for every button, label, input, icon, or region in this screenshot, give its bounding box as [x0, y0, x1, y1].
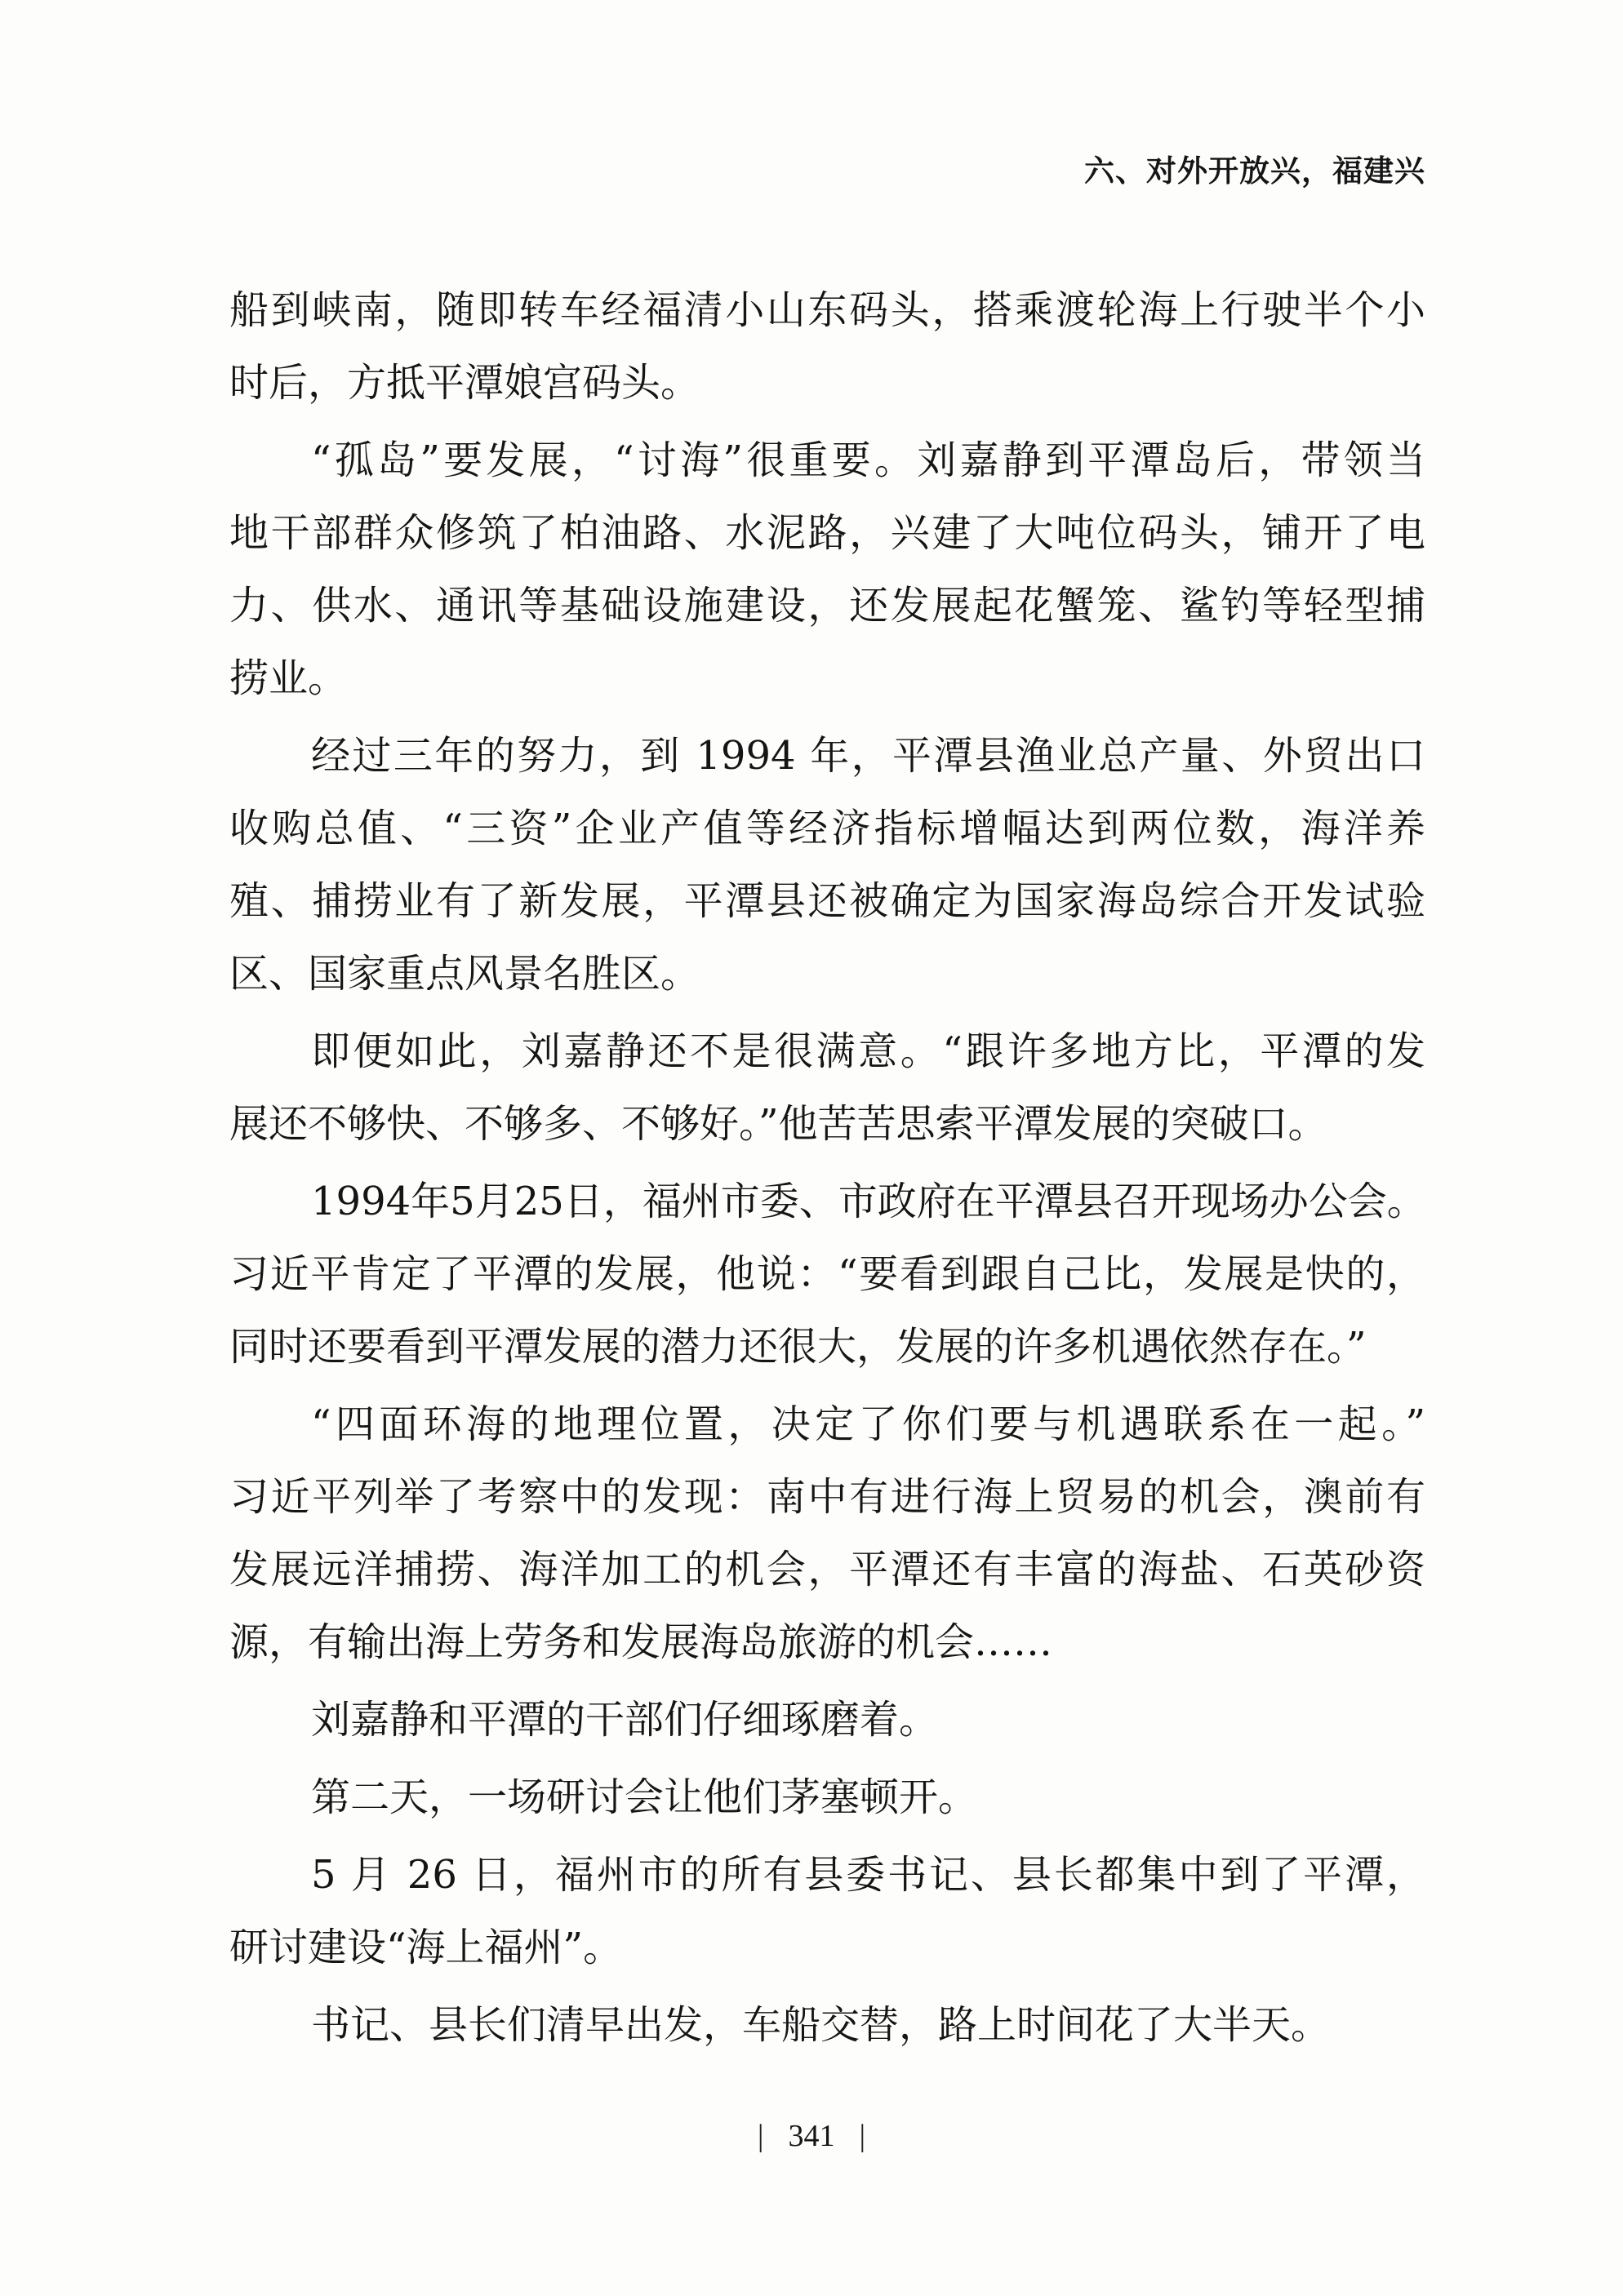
- page-number: 341: [788, 2119, 835, 2153]
- paragraph-9: [229, 1839, 1425, 1984]
- paragraph-1: [229, 274, 1425, 420]
- text-line: 习近平列举了考察中的发现：南中有进行海上贸易的机会，澳前有: [229, 1474, 1425, 1520]
- text-line: 收购总值、“三资”企业产值等经济指标增幅达到两位数，海洋养: [229, 806, 1425, 851]
- page-footer: [0, 2116, 1623, 2156]
- text-line: 研讨建设“海上福州”。: [229, 1925, 623, 1970]
- text-line: 展还不够快、不够多、不够好。”他苦苦思索平潭发展的突破口。: [229, 1101, 1327, 1147]
- paragraph-6: [229, 1388, 1425, 1679]
- paragraph-10: [229, 1989, 1425, 2062]
- text-line: 1994年5月25日，福州市委、市政府在平潭县召开现场办公会。: [311, 1179, 1426, 1224]
- text-line: “孤岛”要发展，“讨海”很重要。刘嘉静到平潭岛后，带领当: [311, 437, 1425, 483]
- text-line: 刘嘉静和平潭的干部们仔细琢磨着。: [311, 1697, 939, 1743]
- text-line: 捞业。: [229, 655, 348, 701]
- paragraph-3: [229, 720, 1425, 1010]
- text-line: 经过三年的努力，到 1994 年，平潭县渔业总产量、外贸出口: [311, 733, 1425, 779]
- text-line: “四面环海的地理位置，决定了你们要与机遇联系在一起。”: [311, 1401, 1425, 1447]
- running-header: 六、对外开放兴，福建兴: [1084, 153, 1425, 189]
- text-line: 时后，方抵平潭娘宫码头。: [229, 360, 700, 406]
- paragraph-4: [229, 1015, 1425, 1161]
- text-line: 区、国家重点风景名胜区。: [229, 951, 700, 997]
- text-line: 地干部群众修筑了柏油路、水泥路，兴建了大吨位码头，铺开了电: [229, 510, 1425, 556]
- body-text: [229, 274, 1425, 2062]
- text-line: 发展远洋捕捞、海洋加工的机会，平潭还有丰富的海盐、石英砂资: [229, 1547, 1425, 1592]
- text-line: 力、供水、通讯等基础设施建设，还发展起花蟹笼、鲨钓等轻型捕: [229, 583, 1425, 628]
- paragraph-7: [229, 1684, 1425, 1756]
- text-line: 习近平肯定了平潭的发展，他说：“要看到跟自己比，发展是快的，: [229, 1251, 1425, 1297]
- text-line: 第二天，一场研讨会让他们茅塞顿开。: [311, 1774, 978, 1820]
- text-line: 书记、县长们清早出发，车船交替，路上时间花了大半天。: [311, 2002, 1331, 2048]
- paragraph-8: [229, 1761, 1425, 1834]
- text-line: 同时还要看到平潭发展的潜力还很大，发展的许多机遇依然存在。”: [229, 1324, 1367, 1370]
- text-line: 船到峡南，随即转车经福清小山东码头，搭乘渡轮海上行驶半个小: [229, 287, 1425, 333]
- paragraph-5: [229, 1166, 1425, 1383]
- text-line: 殖、捕捞业有了新发展，平潭县还被确定为国家海岛综合开发试验: [229, 878, 1425, 924]
- text-line: 即便如此，刘嘉静还不是很满意。“跟许多地方比，平潭的发: [311, 1028, 1425, 1074]
- text-line: 5 月 26 日，福州市的所有县委书记、县长都集中到了平潭，: [311, 1852, 1425, 1898]
- text-line: 源，有输出海上劳务和发展海岛旅游的机会……: [229, 1619, 1053, 1665]
- paragraph-2: [229, 424, 1425, 715]
- footer-rule-right: |: [859, 2119, 866, 2153]
- footer-rule-left: |: [757, 2119, 764, 2153]
